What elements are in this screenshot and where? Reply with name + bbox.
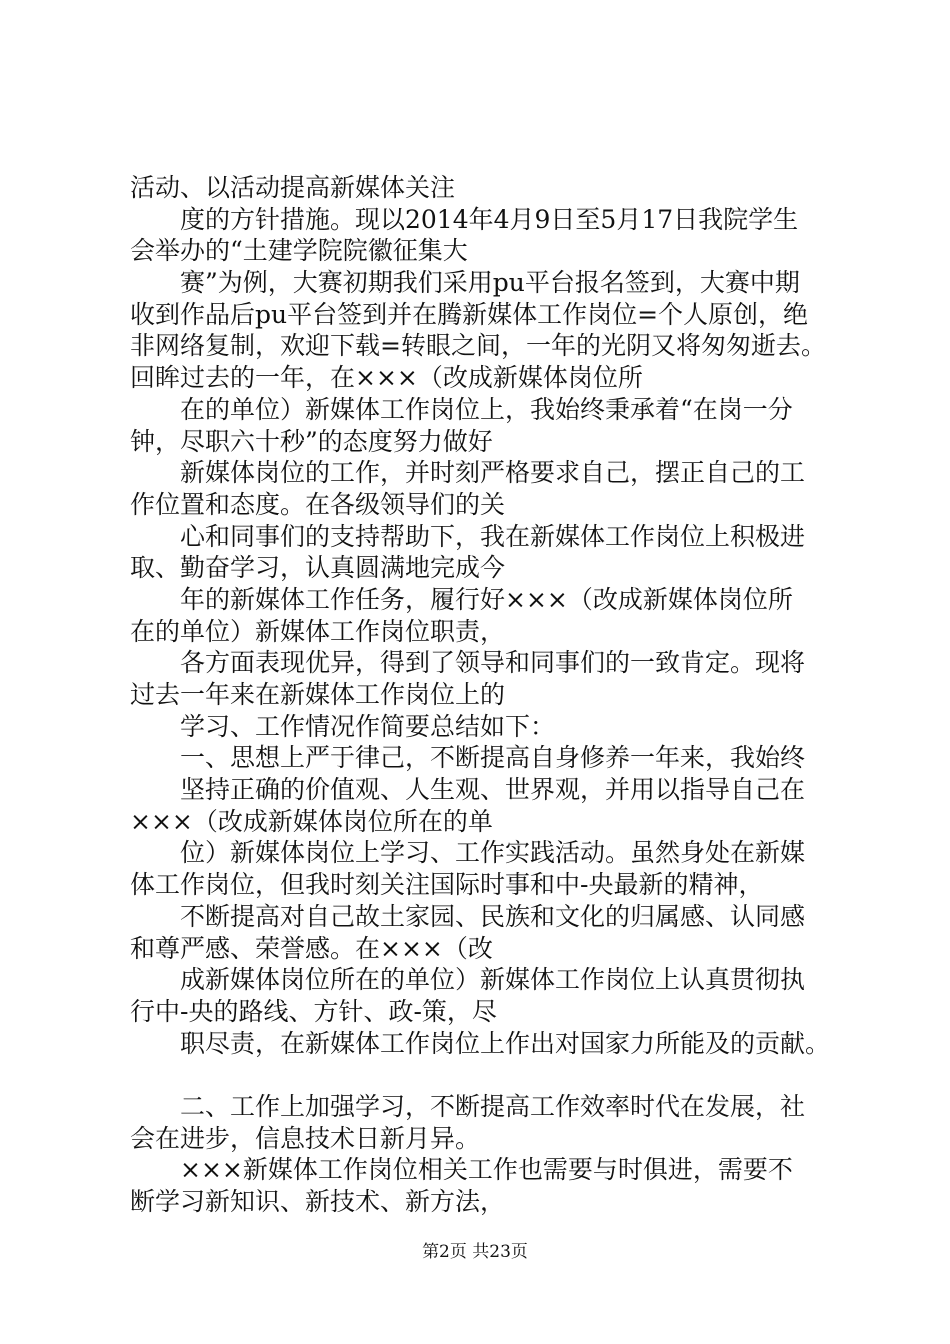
text-line: 各方面表现优异，得到了领导和同事们的一致肯定。现将 — [180, 648, 806, 678]
text-line: 新媒体岗位的工作，并时刻严格要求自己，摆正自己的工 — [180, 458, 806, 488]
document-body — [130, 172, 840, 1218]
text-line: 年的新媒体工作任务，履行好×××（改成新媒体岗位所 — [180, 584, 793, 614]
text-line: 行中-央的路线、方针、政-策，尽 — [130, 996, 497, 1026]
text-line: 非网络复制，欢迎下载=转眼之间，一年的光阴又将匆匆逝去。 — [130, 331, 826, 361]
text-line: 赛”为例，大赛初期我们采用pu平台报名签到，大赛中期 — [180, 268, 800, 298]
text-line: 坚持正确的价值观、人生观、世界观，并用以指导自己在 — [180, 775, 806, 805]
text-line: 会在进步，信息技术日新月异。 — [130, 1123, 481, 1153]
text-line: ×××新媒体工作岗位相关工作也需要与时俱进，需要不 — [180, 1155, 793, 1185]
text-line: 一、思想上严于律己，不断提高自身修养一年来，我始终 — [180, 743, 806, 773]
text-line: 会举办的“土建学院院徽征集大 — [130, 236, 468, 266]
text-line: 断学习新知识、新技术、新方法， — [130, 1187, 506, 1216]
text-line: 钟，尽职六十秒”的态度努力做好 — [130, 426, 493, 456]
text-line: 学习、工作情况作简要总结如下： — [180, 711, 556, 741]
text-line: 度的方针措施。现以2014年4月9日至5月17日我院学生 — [180, 204, 799, 234]
blank-line — [130, 1059, 840, 1091]
text-line: 在的单位）新媒体工作岗位上，我始终秉承着“在岗一分 — [180, 394, 793, 424]
text-line: 不断提高对自己故土家园、民族和文化的归属感、认同感 — [180, 901, 806, 931]
text-line: 位）新媒体岗位上学习、工作实践活动。虽然身处在新媒 — [180, 838, 806, 868]
page-footer: 第2页 共23页 — [422, 1242, 528, 1262]
text-line: 收到作品后pu平台签到并在腾新媒体工作岗位=个人原创，绝 — [130, 299, 809, 329]
text-line: 体工作岗位，但我时刻关注国际时事和中-央最新的精神， — [130, 870, 764, 900]
text-line: ×××（改成新媒体岗位所在的单 — [130, 806, 493, 836]
text-line: 和尊严感、荣誉感。在×××（改 — [130, 933, 493, 963]
text-line: 心和同事们的支持帮助下，我在新媒体工作岗位上积极进 — [180, 521, 806, 551]
text-line: 过去一年来在新媒体工作岗位上的 — [130, 680, 506, 709]
text-line: 职尽责，在新媒体工作岗位上作出对国家力所能及的贡献。 — [180, 1028, 831, 1058]
text-line: 二、工作上加强学习，不断提高工作效率时代在发展，社 — [180, 1091, 806, 1121]
text-line: 活动、以活动提高新媒体关注 — [130, 173, 456, 202]
text-line: 成新媒体岗位所在的单位）新媒体工作岗位上认真贯彻执 — [180, 965, 806, 995]
text-line: 回眸过去的一年，在×××（改成新媒体岗位所 — [130, 363, 643, 393]
text-line: 取、勤奋学习，认真圆满地完成今 — [130, 553, 506, 583]
text-line: 作位置和态度。在各级领导们的关 — [130, 489, 506, 519]
text-line: 在的单位）新媒体工作岗位职责， — [130, 616, 506, 646]
